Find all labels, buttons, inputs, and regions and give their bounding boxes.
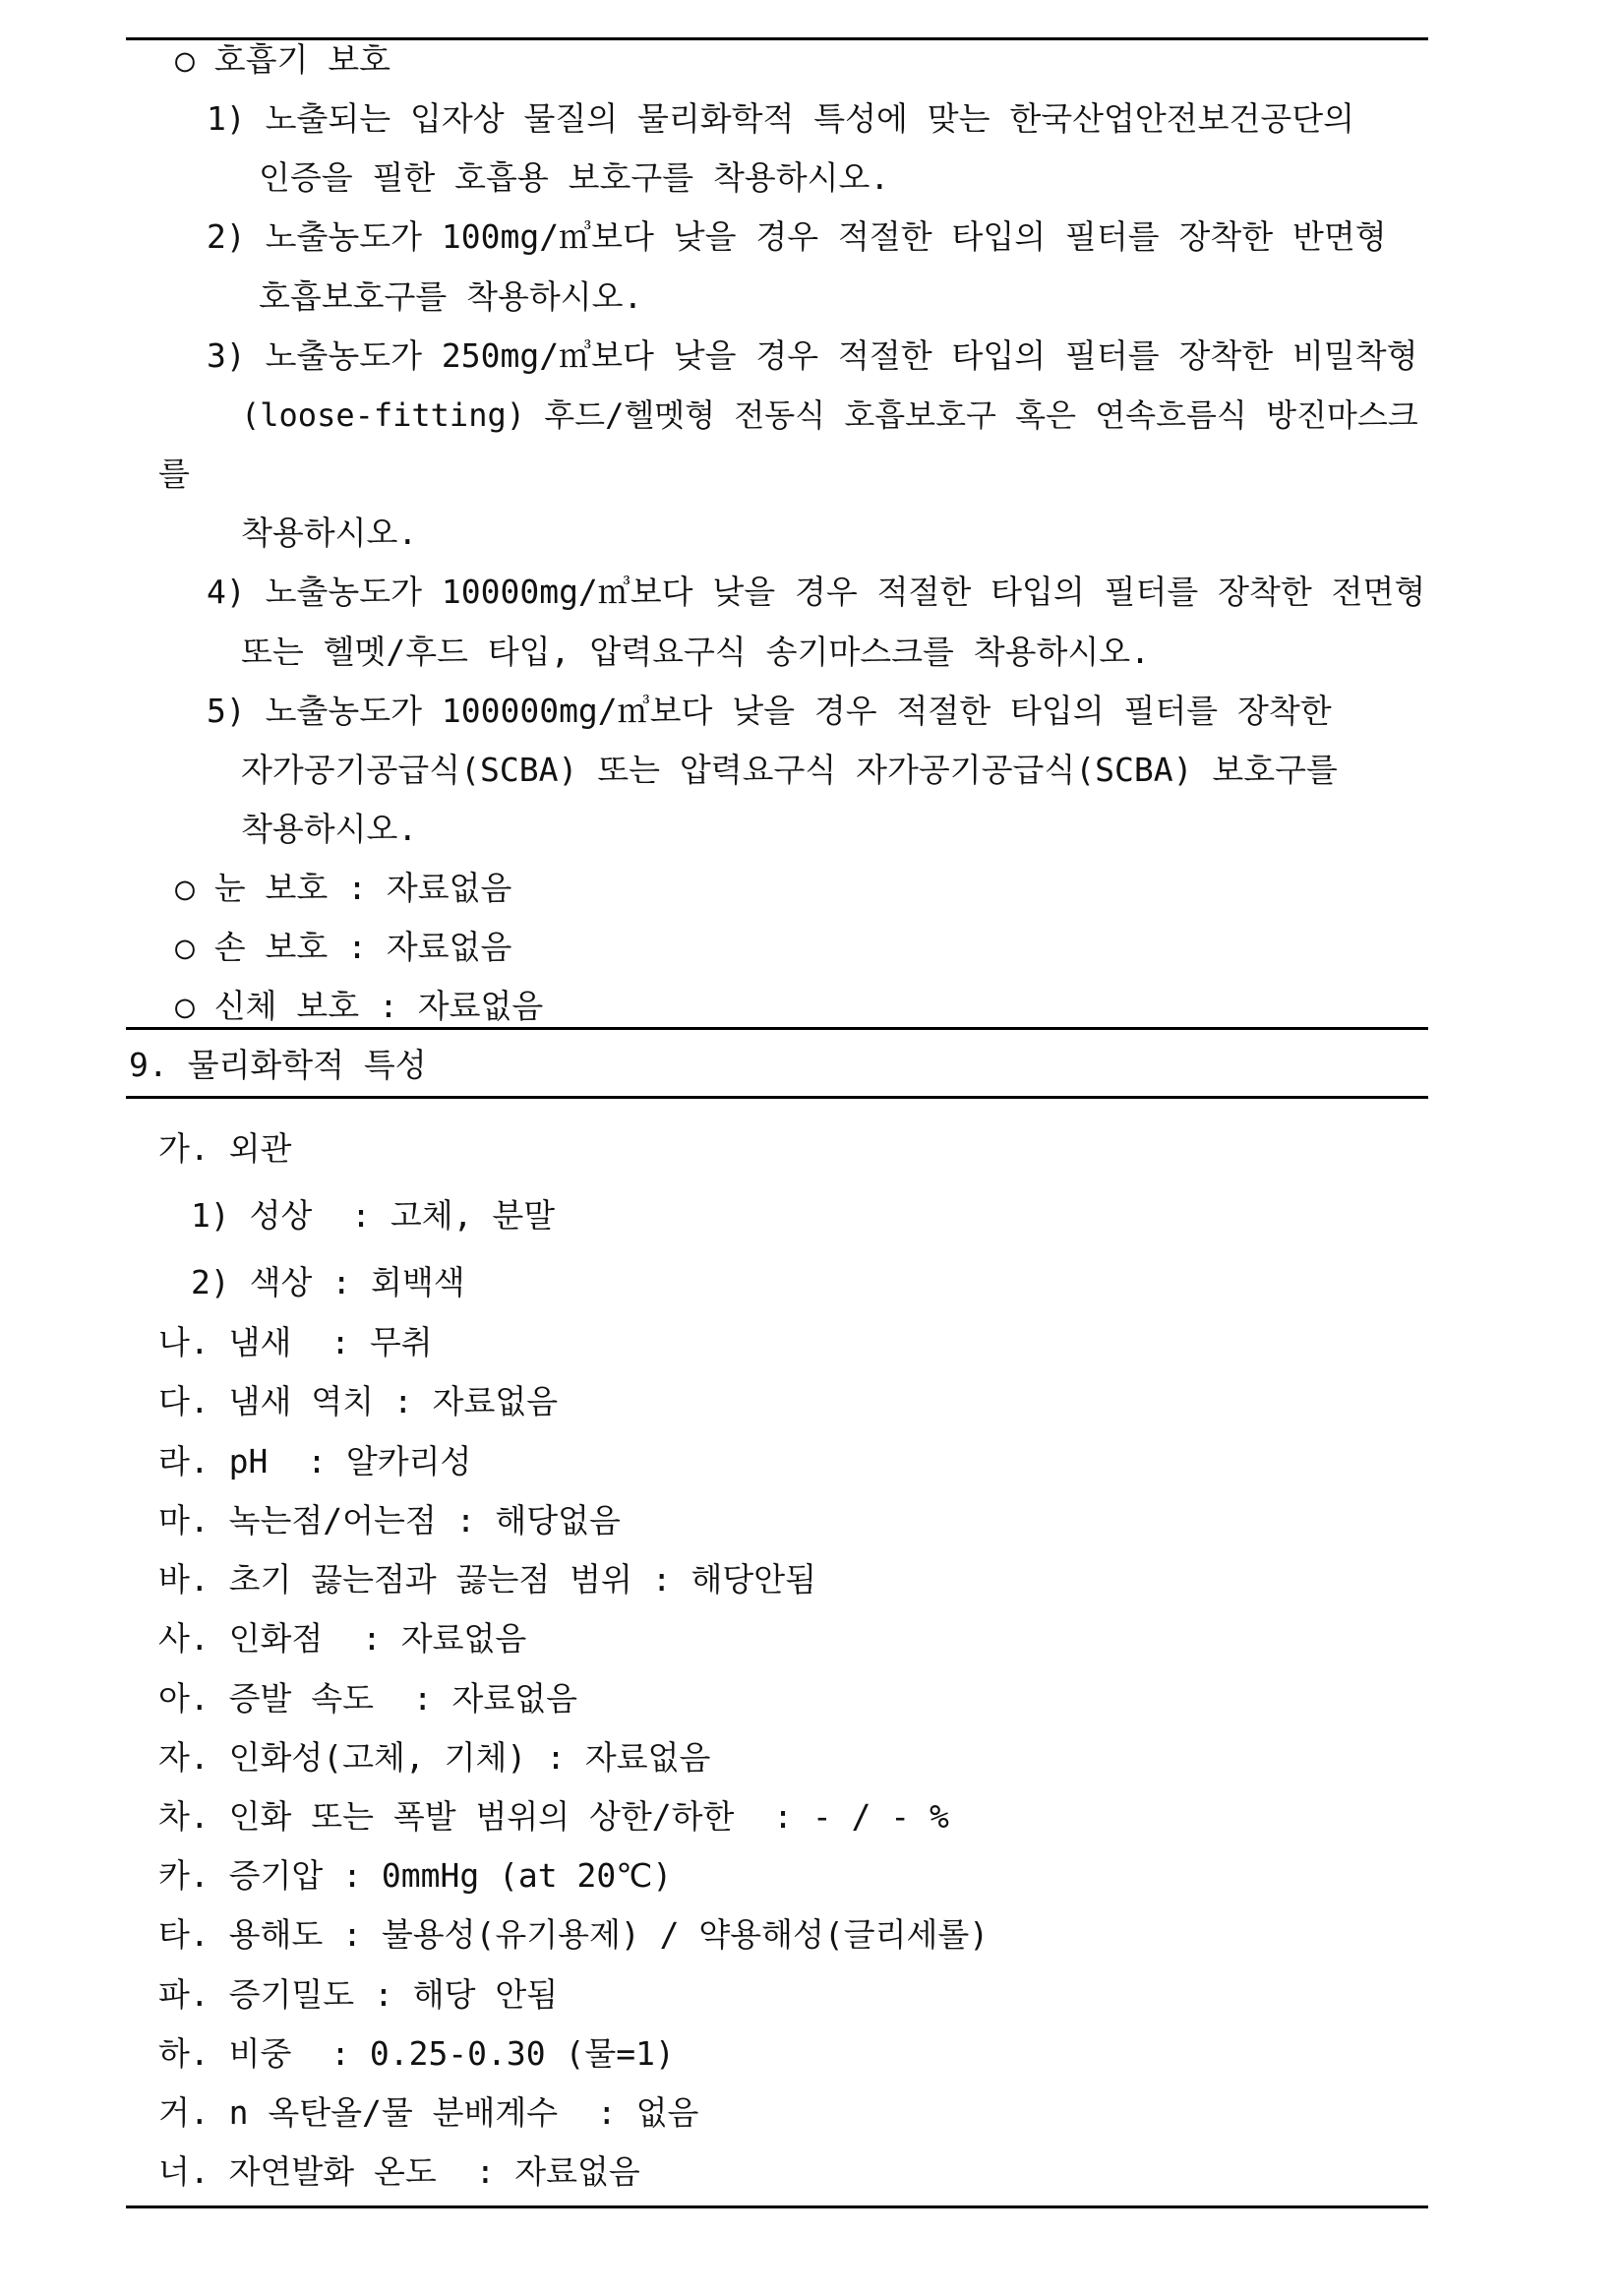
prop-explosive-limits: 차. 인화 또는 폭발 범위의 상한/하한 : - / - % (158, 1797, 949, 1836)
prop-flammability: 자. 인화성(고체, 기체) : 자료없음 (158, 1738, 711, 1777)
prop-evaporation-rate: 아. 증발 속도 : 자료없음 (158, 1679, 577, 1718)
prop-vapor-pressure: 카. 증기압 : 0mmHg (at 20℃) (158, 1856, 673, 1895)
respiratory-item-4a: 4) 노출농도가 10000mg/㎥보다 낮을 경우 적절한 타입의 필터를 장착한 전면형 (207, 573, 1426, 611)
respiratory-item-3d: 착용하시오. (241, 514, 418, 552)
respiratory-item-3b: (loose-fitting) 후드/헬멧형 전동식 호흡보호구 혹은 연속흐름식 방진마스크 (241, 396, 1418, 434)
respiratory-heading: ○ 호흡기 보호 (175, 40, 390, 79)
respiratory-item-3a: 3) 노출농도가 250mg/㎥보다 낮을 경우 적절한 타입의 필터를 장착한 비밀착형 (207, 336, 1418, 375)
respiratory-item-5b: 자가공기공급식(SCBA) 또는 압력요구식 자가공기공급식(SCBA) 보호구를 (241, 751, 1338, 789)
respiratory-item-5c: 착용하시오. (241, 810, 418, 848)
section-9-title: 9. 물리화학적 특성 (129, 1046, 427, 1084)
prop-odor: 나. 냄새 : 무취 (158, 1323, 433, 1361)
prop-flash-point: 사. 인화점 : 자료없음 (158, 1619, 527, 1658)
respiratory-item-1a: 1) 노출되는 입자상 물질의 물리화학적 특성에 맞는 한국산업안전보건공단의 (207, 99, 1355, 138)
prop-melting-point: 마. 녹는점/어는점 : 해당없음 (158, 1501, 621, 1540)
respiratory-item-2b: 호흡보호구를 착용하시오. (259, 277, 643, 316)
prop-odor-threshold: 다. 냄새 역치 : 자료없음 (158, 1382, 559, 1420)
prop-vapor-density: 파. 증기밀도 : 해당 안됨 (158, 1975, 559, 2014)
prop-state: 1) 성상 : 고체, 분말 (191, 1196, 556, 1235)
eye-protection: ○ 눈 보호 : 자료없음 (175, 869, 512, 907)
section-divider-top (126, 1027, 1428, 1030)
section-divider-bottom (126, 1096, 1428, 1099)
bottom-rule (126, 2205, 1428, 2208)
respiratory-item-2a: 2) 노출농도가 100mg/㎥보다 낮을 경우 적절한 타입의 필터를 장착한 반면형 (207, 217, 1387, 256)
prop-ph: 라. pH : 알카리성 (158, 1442, 472, 1480)
prop-boiling-point: 바. 초기 끓는점과 끓는점 범위 : 해당안됨 (158, 1560, 816, 1599)
respiratory-item-1b: 인증을 필한 호흡용 보호구를 착용하시오. (259, 158, 890, 197)
hand-protection: ○ 손 보호 : 자료없음 (175, 928, 512, 966)
respiratory-item-3c: 를 (158, 454, 190, 493)
prop-autoignition: 너. 자연발화 온도 : 자료없음 (158, 2152, 640, 2191)
prop-solubility: 타. 용해도 : 불용성(유기용제) / 약용해성(글리세롤) (158, 1915, 990, 1954)
prop-color: 2) 색상 : 회백색 (191, 1263, 465, 1301)
prop-partition-coefficient: 거. n 옥탄올/물 분배계수 : 없음 (158, 2093, 699, 2132)
body-protection: ○ 신체 보호 : 자료없음 (175, 987, 544, 1025)
respiratory-item-5a: 5) 노출농도가 100000mg/㎥보다 낮을 경우 적절한 타입의 필터를 장착한 (207, 692, 1332, 730)
prop-appearance: 가. 외관 (158, 1129, 292, 1168)
respiratory-item-4b: 또는 헬멧/후드 타입, 압력요구식 송기마스크를 착용하시오. (241, 633, 1151, 671)
prop-specific-gravity: 하. 비중 : 0.25-0.30 (물=1) (158, 2034, 675, 2073)
